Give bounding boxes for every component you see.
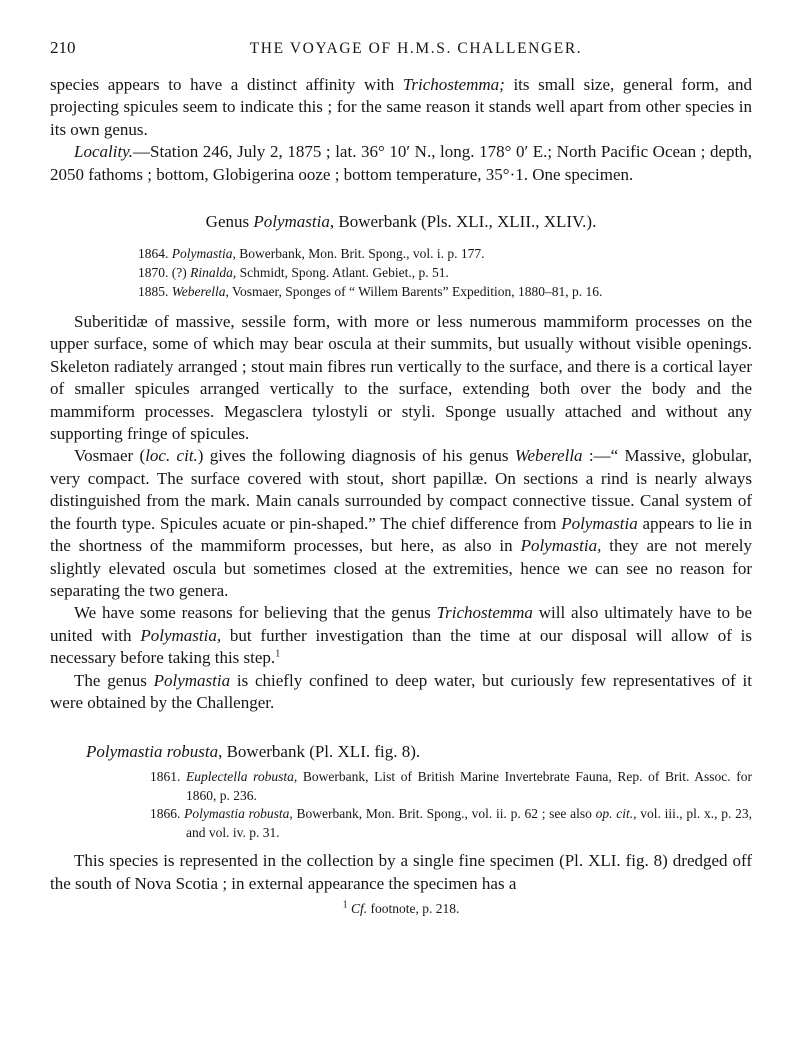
species-heading: Polymastia robusta, Bowerbank (Pl. XLI. fig. 8). [86,742,421,762]
reasons-paragraph: We have some reasons for believing that the genus Trichostemma will also ultimately have to be united with Polymastia, but further investigation than the time at our disposal will allow of is necessary before taking this step.$^1$ [50,603,753,668]
taxon-name: Trichostemma; [402,75,505,94]
synonymy-entry: 1866. Polymastia robusta, Bowerbank, Mon. Brit. Spong., vol. ii. p. 62 ; see also op. cit., vol. iii., pl. x., p. 23, and vol. iv. p. 31. [150,806,752,840]
species-description: This species is represented in the collection by a single fine specimen (Pl. XLI. fig. 8) dredged off the south of Nova Scotia ; in external appearance the specimen has a [50,851,752,893]
locality-paragraph: Locality.—Station 246, July 2, 1875 ; lat. 36° 10′ N., long. 178° 0′ E.; North Pacific Ocean ; depth, 2050 fathoms ; bottom, Globigerina ooze ; bottom temperature, 35°·1. One specimen. [50,142,752,184]
genus-synonymy [138,244,752,301]
locality-label: Locality. [74,142,134,162]
species-synonymy [150,768,752,842]
synonymy-entry: 1861. Euplectella robusta, Bowerbank, List of British Marine Invertebrate Fauna, Rep. of Brit. Assoc. for 1860, p. 236. [150,769,753,803]
page-number: 210 [50,38,76,57]
vosmaer-paragraph: Vosmaer (loc. cit.) gives the following diagnosis of his genus Weberella :—“ Massive, globular, very compact. The surface covered with stout, short papillæ. On sections a rind is nearly always distinguished from the mark. Main canals surrounded by compact connective tissue. Canal system of the fourth type. Spicules acuate or pin-shaped.” The chief difference from Polymastia appears to lie in the shortness of the mammiform processes, but here, as also in Polymastia, they are not merely slightly elevated oscula but sometimes closed at the extremities, hence we can see no reason for separating the two genera. [50,446,752,600]
running-title: THE VOYAGE OF H.M.S. CHALLENGER. [249,40,583,57]
page-header [50,38,752,58]
genus-diagnosis: Suberitidæ of massive, sessile form, with more or less numerous mammiform processes on the upper surface, some of which may bear oscula at their summits, but usually without visible openings. Skeleton radiately arranged ; stout main fibres run vertically to the surface, and there is a cortical layer of smaller spicules arranged vertically to the surface, extending both over the body and the mammiform processes. Megasclera tylostyli or styli. Sponge usually attached and without any supporting fringe of spicules. [50,312,752,444]
genus-heading: Genus Polymastia, Bowerbank (Pls. XLI., XLII., XLIV.). [205,212,597,232]
synonymy-entry: 1864. Polymastia, Bowerbank, Mon. Brit. Spong., vol. i. p. 177. [138,246,485,262]
synonymy-entry: 1870. (?) Rinalda, Schmidt, Spong. Atlant. Gebiet., p. 51. [138,265,449,281]
footnote-reference[interactable]: 1 [275,648,281,660]
intro-paragraph: species appears to have a distinct affinity with Trichostemma; its small size, general form, and projecting spicules seem to indicate this ; for the same reason it stands well apart from other species in its own genus. [50,75,753,139]
footnote-mark: 1 [342,899,348,911]
distribution-paragraph: The genus Polymastia is chiefly confined to deep water, but curiously few representatives of it were obtained by the Challenger. [50,670,752,712]
synonymy-entry: 1885. Weberella, Vosmaer, Sponges of “ Willem Barents” Expedition, 1880–81, p. 16. [138,284,603,300]
footnote: $^1$ Cf. footnote, p. 218. [342,899,460,917]
